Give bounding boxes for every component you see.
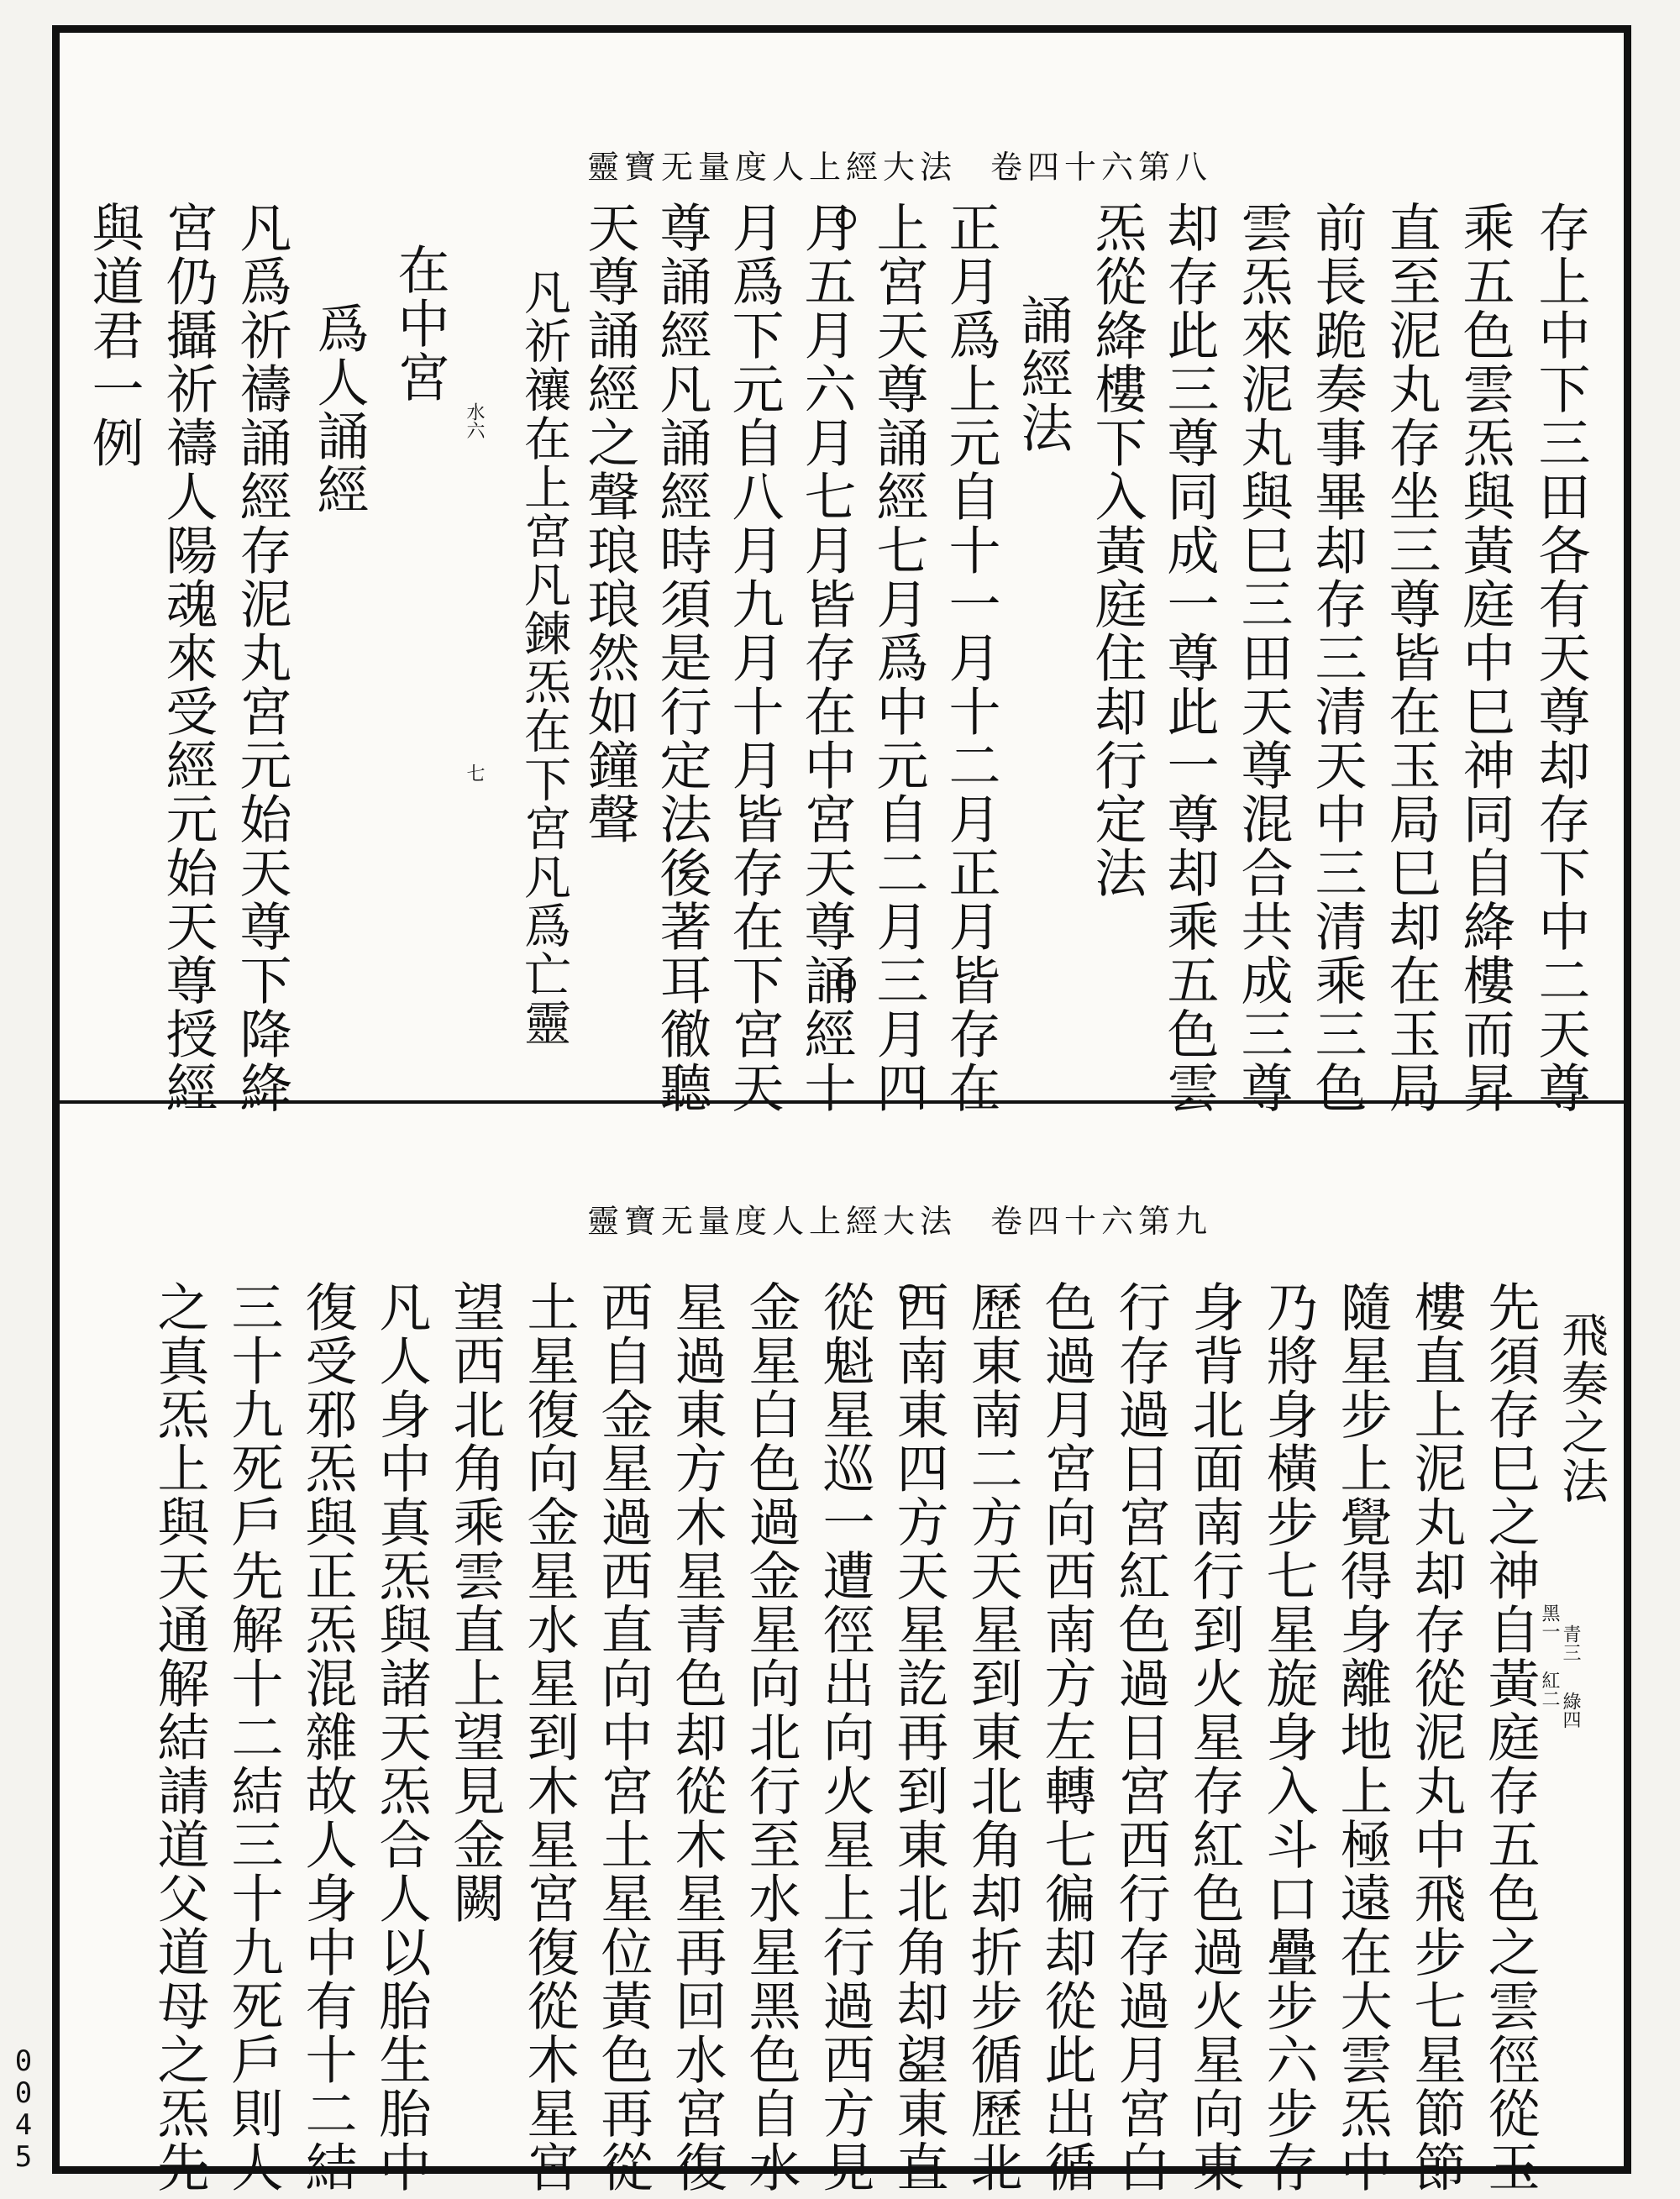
marginal-note: 黑一 [1539, 1603, 1560, 1640]
circle-mark [900, 2061, 920, 2081]
text-column: 從魁星巡一遭徑出向火星上行過西方見 [814, 1280, 875, 2194]
text-column: 歷東南二方天星到東北角却折步循歷北 [962, 1280, 1023, 2194]
top-text-columns [60, 33, 1624, 1115]
top-page [60, 33, 1624, 1115]
text-column: 西南東四方天星訖再到東北角却望東直 [888, 1280, 949, 2194]
marginal-note: 七 [464, 764, 485, 782]
text-column: 土星復向金星水星到木星宮復從木星宮 [518, 1280, 580, 2194]
text-column: 存上中下三田各有天尊却存下中二天尊 [1530, 201, 1591, 1115]
page-number [7, 2045, 40, 2173]
text-column: 乘五色雲炁與黃庭中巳神同自絳樓而昇 [1454, 201, 1515, 1115]
text-column: 行存過日宮紅色過日宮西行存過月宮白 [1110, 1280, 1171, 2194]
header-title: 靈寶无量度人上經大法 [586, 149, 957, 186]
text-column: 在中宮 [389, 243, 450, 404]
bottom-page [60, 1104, 1624, 2194]
marginal-note: 紅二 [1539, 1671, 1560, 1708]
text-column: 金星白色過金星向北行至水星黑色自水 [740, 1280, 801, 2194]
text-column: 宮仍攝祈禱人陽魂來受經元始天尊授經 [157, 201, 218, 1115]
text-column: 色過月宮向西南方左轉七徧却從此出循 [1036, 1280, 1097, 2194]
text-column: 之真炁上與天通解結請道父道母之炁先 [149, 1280, 210, 2194]
bottom-text-columns [60, 1104, 1624, 2194]
text-column: 凡爲祈禱誦經存泥丸宮元始天尊下降絳 [231, 201, 292, 1115]
text-column: 凡祈禳在上宮凡鍊炁在下宮凡爲亡靈 [517, 268, 571, 1047]
header-title: 靈寶无量度人上經大法 [586, 1203, 957, 1240]
section-heading: 飛奏之法 [1554, 1310, 1609, 1505]
text-column: 樓直上泥丸却存從泥丸中飛步七星節節 [1405, 1280, 1467, 2194]
text-column: 上宮天尊誦經七月爲中元自二月三月四 [868, 201, 929, 1115]
text-column: 復受邪炁與正炁混雜故人身中有十二結 [297, 1280, 358, 2194]
circle-mark [900, 1284, 920, 1304]
text-column: 尊誦經凡誦經時須是行定法後著耳徹聽 [651, 201, 712, 1115]
page-number-digit: 0 [14, 2044, 33, 2078]
section-heading: 爲人誦經 [308, 302, 370, 517]
text-column: 三十九死戶先解十二結三十九死戶則人 [223, 1280, 284, 2194]
text-column: 星過東方木星青色却從木星再回水宮復 [666, 1280, 727, 2194]
marginal-note: 綠四 [1560, 1692, 1581, 1729]
text-column: 先須存巳之神自黃庭存五色之雲徑從玉 [1479, 1280, 1541, 2194]
circle-mark [836, 974, 856, 994]
text-column: 前長跪奏事畢却存三清天中三清乘三色 [1306, 201, 1368, 1115]
text-column: 西自金星過西直向中宮土星位黃色再從 [592, 1280, 654, 2194]
text-column: 身背北面南行到火星存紅色過火星向東 [1184, 1280, 1245, 2194]
text-column: 隨星步上覺得身離地上極遠在大雲炁中 [1331, 1280, 1393, 2194]
text-column: 炁從絳樓下入黃庭住却行定法 [1086, 201, 1147, 900]
text-column: 却存此三尊同成一尊此一尊却乘五色雲 [1158, 201, 1220, 1115]
text-column: 直至泥丸存坐三尊皆在玉局巳却在玉局 [1380, 201, 1441, 1115]
text-column: 凡人身中真炁與諸天炁合人以胎生胎中 [370, 1280, 432, 2194]
text-column: 望西北角乘雲直上望見金闕 [444, 1280, 506, 1925]
text-column: 天尊誦經之聲琅琅然如鐘聲 [579, 201, 640, 846]
page-number-digit: 0 [14, 2076, 33, 2110]
text-column: 正月爲上元自十一月十二月正月皆存在 [940, 201, 1001, 1115]
page-number-digit: 4 [14, 2108, 33, 2142]
text-column: 乃將身橫步七星旋身入斗口疊步六步存 [1257, 1280, 1319, 2194]
header-section: 卷四十六第八 [990, 149, 1213, 186]
page-number-digit: 5 [14, 2140, 33, 2174]
header-section: 卷四十六第九 [990, 1203, 1213, 1240]
text-column: 與道君一例 [83, 201, 144, 470]
text-column: 雲炁來泥丸與巳三田天尊混合共成三尊 [1232, 201, 1294, 1115]
circle-mark [836, 209, 856, 229]
text-column: 月爲下元自八月九月十月皆存在下宮天 [723, 201, 785, 1115]
marginal-note: 水六 [464, 402, 485, 439]
section-heading: 誦經法 [1012, 293, 1074, 454]
marginal-note: 青三 [1560, 1624, 1581, 1661]
text-column: 月五月六月七月皆存在中宮天尊誦經十 [795, 201, 857, 1115]
